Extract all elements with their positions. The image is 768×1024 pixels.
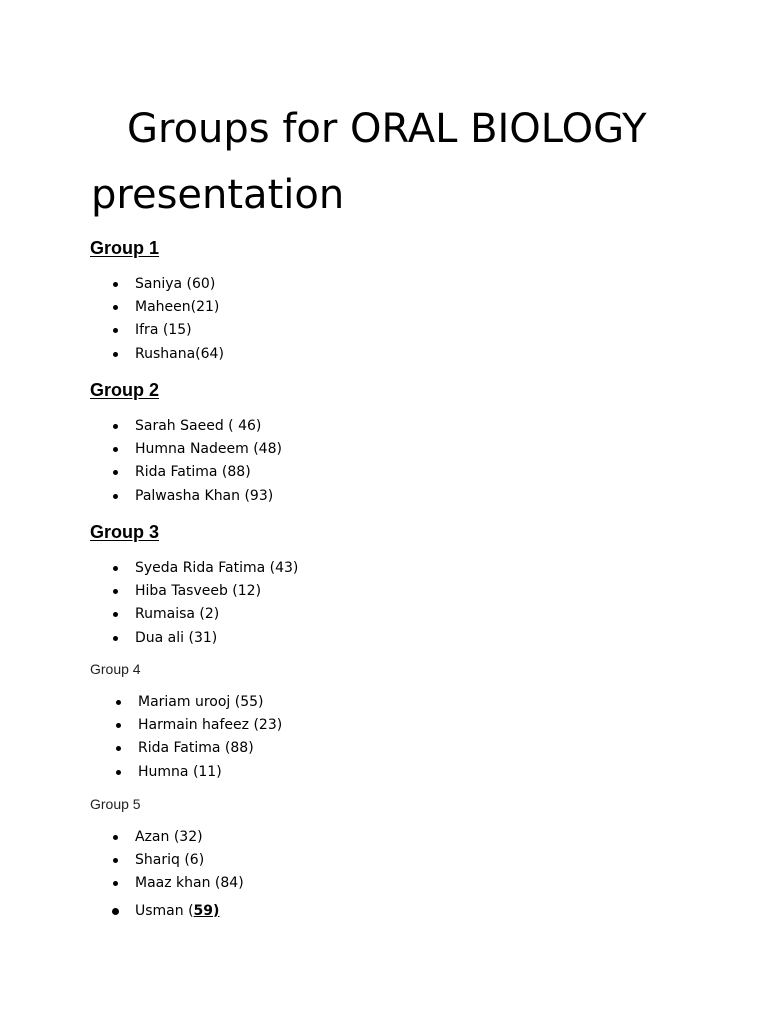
member-name: Dua ali (31) — [135, 629, 218, 646]
member-list — [90, 557, 690, 650]
list-item — [90, 557, 690, 580]
group-5 — [90, 794, 690, 923]
bullet-icon — [112, 908, 119, 915]
member-name: Rumaisa (2) — [135, 606, 220, 623]
bullet-icon — [113, 612, 118, 617]
bullet-icon — [113, 858, 118, 863]
bullet-icon — [116, 770, 121, 775]
member-name: Palwasha Khan (93) — [135, 487, 274, 504]
member-list — [90, 273, 690, 366]
list-item — [90, 580, 690, 603]
member-name: Shariq (6) — [135, 852, 205, 869]
bullet-icon — [113, 589, 118, 594]
member-name: Ifra (15) — [135, 322, 192, 339]
bullet-icon — [113, 447, 118, 452]
member-name: Humna (11) — [138, 763, 222, 780]
bullet-icon — [113, 352, 118, 357]
document-title: Groups for ORAL BIOLOGY presentation — [91, 106, 647, 218]
group-heading: Group 3 — [90, 522, 160, 542]
bullet-icon — [113, 470, 118, 475]
list-item — [90, 826, 690, 849]
list-item — [90, 737, 690, 760]
list-item — [90, 296, 690, 319]
member-name: Rushana(64) — [135, 345, 224, 362]
member-name: Sarah Saeed ( 46) — [135, 418, 262, 434]
list-item — [90, 691, 690, 714]
bullet-icon — [113, 305, 118, 310]
bullet-icon — [113, 636, 118, 641]
member-name: Humna Nadeem (48) — [135, 441, 282, 458]
list-item — [90, 627, 690, 650]
member-list — [90, 691, 690, 784]
list-item — [90, 415, 690, 438]
bullet-icon — [113, 282, 118, 287]
group-1 — [90, 236, 690, 366]
list-item — [90, 603, 690, 626]
list-item — [90, 761, 690, 784]
member-name: Saniya (60) — [135, 276, 216, 292]
bullet-icon — [116, 723, 121, 728]
bullet-icon — [116, 746, 121, 751]
member-name: Hiba Tasveeb (12) — [135, 583, 262, 600]
bullet-icon — [116, 700, 121, 705]
list-item — [90, 849, 690, 872]
list-item — [90, 900, 690, 923]
group-heading: Group 1 — [90, 238, 160, 258]
member-name: Syeda Rida Fatima (43) — [135, 560, 299, 576]
member-list — [90, 415, 690, 508]
member-name: Rida Fatima (88) — [135, 464, 251, 481]
bullet-icon — [113, 835, 118, 840]
member-name: Rida Fatima (88) — [138, 740, 254, 757]
member-name: Maaz khan (84) — [135, 875, 244, 892]
list-item — [90, 343, 690, 366]
member-name: Harmain hafeez (23) — [138, 717, 283, 734]
member-name: Maheen(21) — [135, 299, 220, 316]
list-item — [90, 461, 690, 484]
member-name-prefix: Usman ( — [135, 902, 194, 919]
group-3 — [90, 520, 690, 650]
group-4 — [90, 659, 690, 784]
member-name: Azan (32) — [135, 829, 203, 845]
group-heading: Group 4 — [90, 661, 141, 677]
bullet-icon — [113, 566, 118, 571]
group-2 — [90, 378, 690, 508]
member-list — [90, 826, 690, 923]
list-item — [90, 319, 690, 342]
list-item — [90, 872, 690, 895]
list-item — [90, 438, 690, 461]
member-name: Mariam urooj (55) — [138, 694, 264, 710]
list-item — [90, 485, 690, 508]
list-item — [90, 273, 690, 296]
bullet-icon — [113, 328, 118, 333]
group-heading: Group 2 — [90, 380, 160, 400]
bullet-icon — [113, 881, 118, 886]
group-heading: Group 5 — [90, 796, 141, 812]
member-number-link[interactable]: 59) — [193, 902, 220, 919]
bullet-icon — [113, 424, 118, 429]
list-item — [90, 714, 690, 737]
bullet-icon — [113, 494, 118, 499]
